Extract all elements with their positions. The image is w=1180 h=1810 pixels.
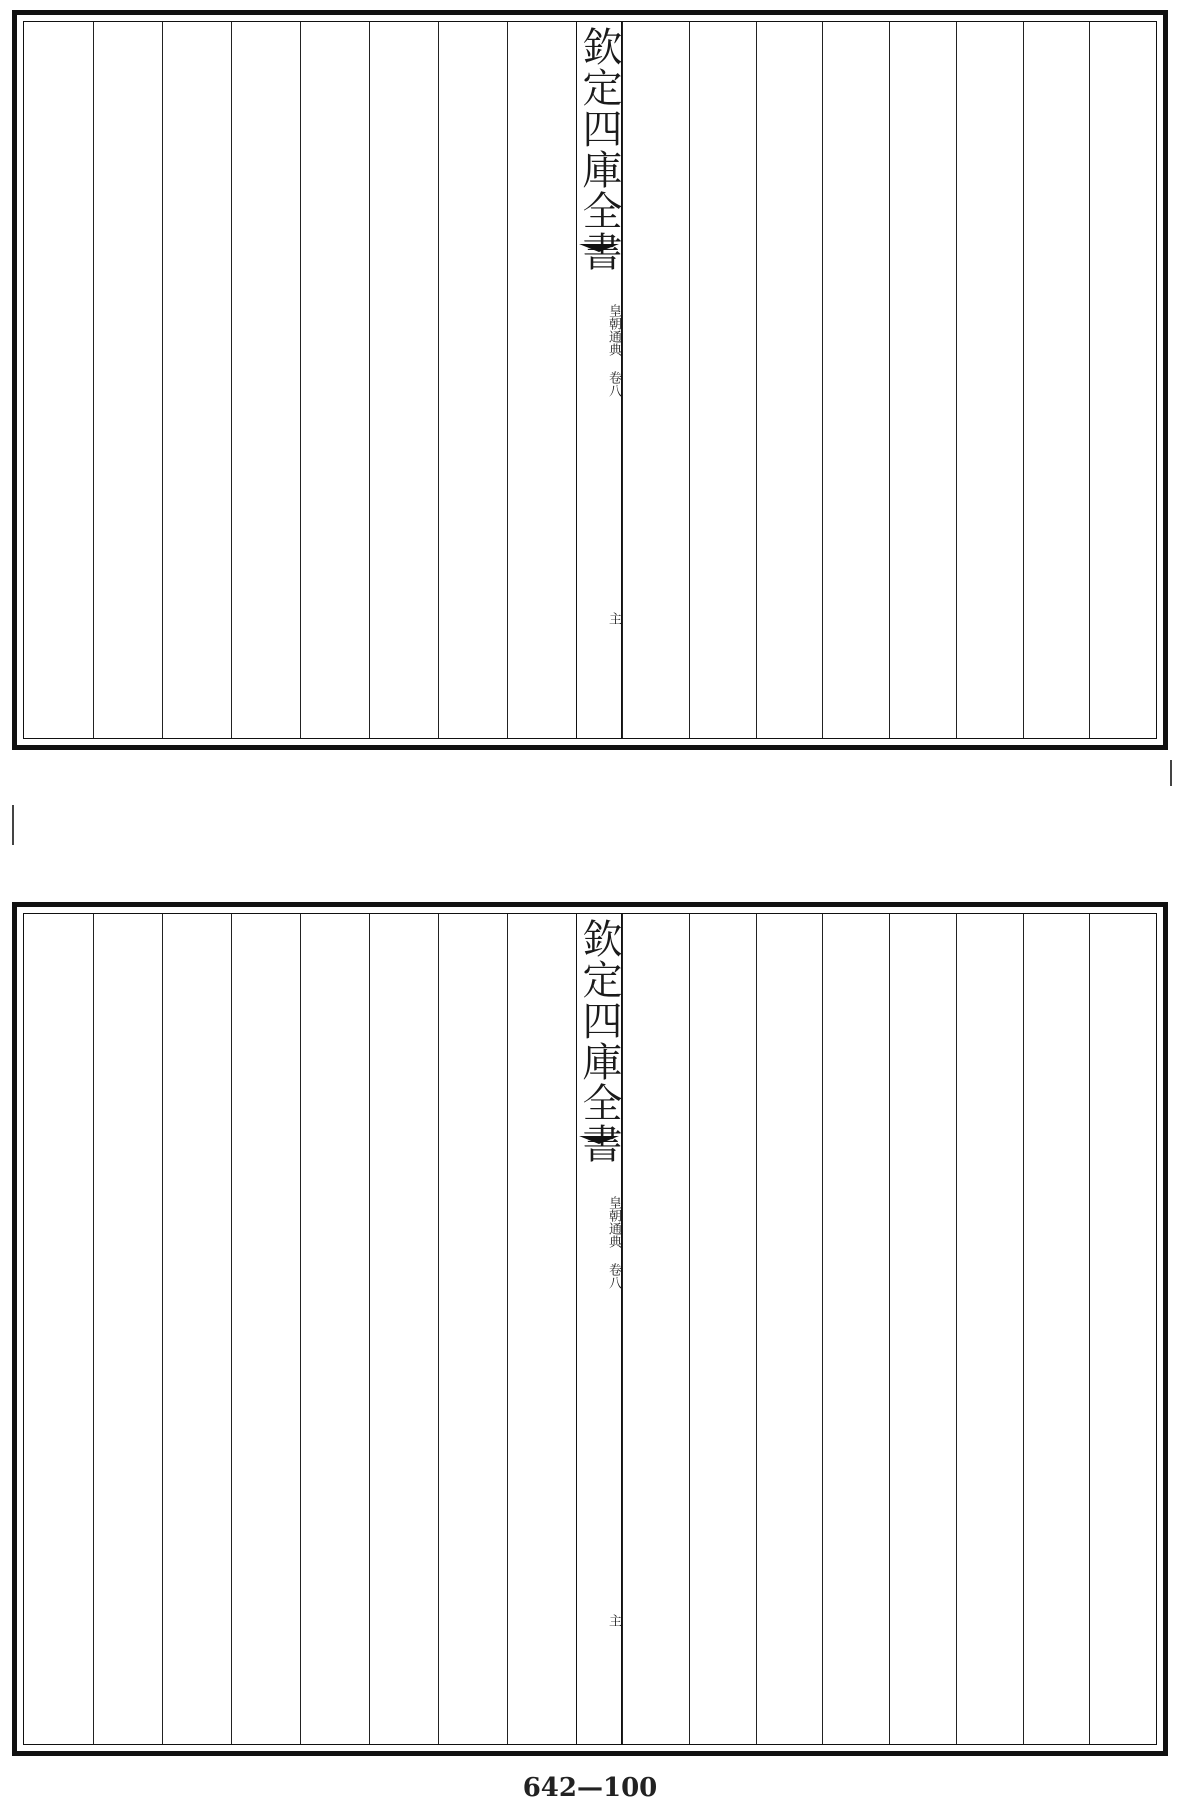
fish-tail-mark-icon	[579, 244, 619, 274]
page-frame	[23, 913, 1157, 1745]
spine-title: 欽定四庫全書	[576, 26, 622, 272]
column-text	[445, 48, 501, 738]
text-column	[300, 914, 369, 1744]
column-text	[238, 940, 294, 1744]
text-column	[438, 914, 507, 1744]
column-text	[628, 48, 684, 738]
text-column	[24, 914, 93, 1744]
text-column	[93, 914, 162, 1744]
spine-subtitle: 皇朝通典 卷八	[606, 1196, 621, 1289]
text-column	[231, 914, 300, 1744]
page-panel-bottom	[12, 902, 1168, 1756]
column-text	[100, 48, 156, 738]
column-text	[962, 940, 1018, 1744]
fish-tail-mark-icon	[579, 1136, 619, 1166]
column-text	[695, 48, 751, 738]
text-column	[622, 22, 689, 738]
column-text	[307, 48, 363, 738]
column-text	[514, 940, 570, 1744]
page-panel-top	[12, 10, 1168, 750]
text-column	[756, 914, 823, 1744]
column-text	[376, 48, 432, 738]
column-text	[307, 940, 363, 1744]
column-text	[1095, 48, 1151, 738]
column-text	[895, 940, 951, 1744]
spine-page-number: 主	[606, 612, 621, 625]
text-column	[1089, 22, 1156, 738]
text-column	[822, 914, 889, 1744]
column-text	[169, 48, 225, 738]
text-column	[889, 914, 956, 1744]
text-column	[438, 22, 507, 738]
column-text	[895, 48, 951, 738]
scan-mark	[12, 805, 14, 845]
column-text	[828, 48, 884, 738]
text-column	[1089, 914, 1156, 1744]
text-column	[93, 22, 162, 738]
text-column	[889, 22, 956, 738]
text-column	[369, 914, 438, 1744]
column-text	[962, 48, 1018, 738]
spine-page-number: 主	[606, 1614, 621, 1627]
book-spine	[576, 22, 622, 738]
text-column	[822, 22, 889, 738]
text-column	[507, 914, 576, 1744]
scan-mark	[1170, 760, 1172, 786]
column-text	[376, 940, 432, 1744]
text-column	[689, 914, 756, 1744]
column-text	[238, 48, 294, 738]
text-column	[507, 22, 576, 738]
column-text	[1028, 48, 1084, 738]
text-column	[369, 22, 438, 738]
text-column	[956, 914, 1023, 1744]
text-column	[162, 914, 231, 1744]
column-text	[100, 940, 156, 1744]
column-text	[1095, 940, 1151, 1744]
column-text	[169, 940, 225, 1744]
text-column	[300, 22, 369, 738]
text-column	[756, 22, 823, 738]
spine-title: 欽定四庫全書	[576, 918, 622, 1164]
column-text	[1028, 940, 1084, 1744]
column-text	[828, 940, 884, 1744]
text-column	[622, 914, 689, 1744]
column-text	[761, 48, 817, 738]
page-frame	[23, 21, 1157, 739]
text-column	[231, 22, 300, 738]
text-column	[1023, 22, 1090, 738]
column-text	[695, 940, 751, 1744]
column-text	[761, 940, 817, 1744]
column-text	[31, 48, 87, 738]
text-column	[162, 22, 231, 738]
column-text	[514, 48, 570, 738]
column-text	[31, 940, 87, 1744]
text-column	[1023, 914, 1090, 1744]
page-footer-number: 642—100	[522, 1773, 658, 1803]
text-column	[24, 22, 93, 738]
text-column	[956, 22, 1023, 738]
column-text	[445, 940, 501, 1744]
spine-subtitle: 皇朝通典 卷八	[606, 304, 621, 397]
book-spine	[576, 914, 622, 1744]
column-text	[628, 940, 684, 1744]
text-column	[689, 22, 756, 738]
